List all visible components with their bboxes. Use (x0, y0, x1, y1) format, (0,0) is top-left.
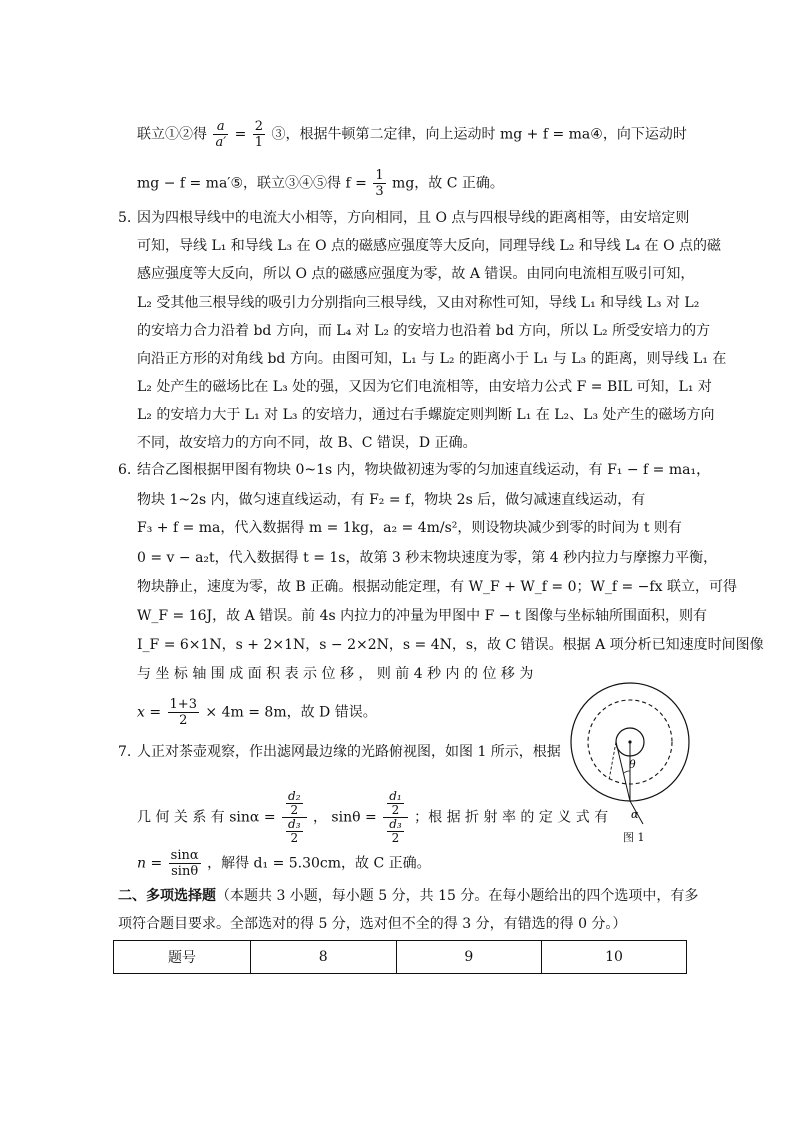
fraction-d3-over-2 (286, 818, 303, 845)
fraction-1plus3-over-2 (168, 697, 199, 728)
fraction-bottom: 2 (179, 713, 188, 728)
q7-line-3 (137, 848, 431, 879)
q7-line-1: 人正对茶壶观察，作出滤网最边缘的光路俯视图，如图 1 所示，根据 (137, 744, 561, 760)
fraction-top: 2 (254, 119, 264, 134)
figure-1-caption: 图 1 (623, 831, 645, 844)
q4-line2-text-b: mg，故 C 正确。 (392, 175, 504, 192)
q7-line3-text-a: n = (137, 855, 163, 872)
fraction-bottom: 1 (254, 135, 264, 150)
table-header-cell: 10 (542, 941, 687, 974)
q7-line3-text-b: ，解得 d₁ = 5.30cm，故 C 正确。 (207, 855, 431, 872)
fraction-bottom: 2 (391, 803, 400, 817)
q6-line: F₃ + f = ma，代入数据得 m = 1kg，a₂ = 4m/s²，则设物块减少到零的时间为 t 则有 (137, 520, 682, 536)
q4-line2-text-a: mg − f = ma′⑤，联立③④⑤得 f = (137, 175, 367, 192)
fraction-top: 1+3 (169, 697, 197, 712)
q7-number: 7. (118, 744, 132, 760)
q5-line: 向沿正方形的对角线 bd 方向。由图可知，L₁ 与 L₂ 的距离小于 L₁ 与 L₃ 的距离，则导线 L₁ 在 (137, 351, 727, 367)
q6-line: 结合乙图根据甲图有物块 0~1s 内，物块做初速为零的匀加速直线运动，有 F₁ − f = ma₁， (137, 462, 711, 478)
theta-label: θ (629, 758, 636, 771)
fraction-refractive-index (169, 848, 201, 879)
fraction-sin-theta (383, 790, 408, 845)
q4-line1-text-a: 联立①②得 (137, 126, 207, 143)
table-row (114, 941, 687, 974)
fraction-top: d₃ (288, 817, 301, 831)
section-2-desc-2: 项符合题目要求。全部选对的得 5 分，选对但不全的得 3 分，有错选的得 0 分。） (118, 916, 627, 932)
q7-line2-text-a: 几 何 关 系 有 sinα = (137, 809, 276, 826)
fraction-top (383, 790, 408, 818)
fraction-1-over-3 (373, 168, 385, 199)
fraction-top: d₂ (288, 789, 301, 803)
figure-1-diagram (565, 680, 695, 840)
table-header-cell: 8 (250, 941, 396, 974)
q6-line: W_F = 16J，故 A 错误。前 4s 内拉力的冲量为甲图中 F − t 图像与坐标轴所围面积，则有 (137, 608, 708, 624)
fraction-bottom: 2 (290, 803, 299, 817)
q7-line2-text-b: ；根 据 折 射 率 的 定 义 式 有 (414, 809, 609, 826)
fraction-bottom: a′ (215, 135, 227, 150)
section-2-heading (118, 886, 698, 906)
q6-last-text-a: x = (137, 704, 162, 721)
equals-sign: = (234, 126, 247, 143)
q5-line: L₂ 受其他三根导线的吸引力分别指向三根导线，又由对称性可知，导线 L₁ 和导线 L₃ 对 L₂ (137, 295, 700, 311)
q6-line: 物块静止，速度为零，故 B 正确。根据动能定理，有 W_F + W_f = 0；W_f = −fx 联立，可得 (137, 579, 737, 595)
q6-number: 6. (118, 462, 132, 478)
fraction-top (282, 790, 307, 818)
q4-line-1 (137, 119, 687, 150)
table-header-cell: 题号 (114, 941, 251, 974)
q5-line: 因为四根导线中的电流大小相等，方向相同，且 O 点与四根导线的距离相等，由安培定则 (137, 210, 690, 226)
section-2-title: 二、多项选择题 (118, 888, 216, 904)
q4-line-2 (137, 168, 504, 199)
q6-last-line (137, 697, 377, 728)
q7-line2-text-mid: ， sinθ = (312, 809, 377, 826)
fraction-bottom (282, 818, 307, 845)
fraction-bottom: 2 (290, 831, 299, 845)
q6-line: 与 坐 标 轴 围 成 面 积 表 示 位 移 ， 则 前 4 秒 内 的 位 移 为 (137, 666, 534, 682)
q6-line: 物块 1~2s 内，做匀速直线运动，有 F₂ = f，物块 2s 后，做匀减速直线运动，有 (137, 492, 646, 508)
section-2-desc-1: （本题共 3 小题，每小题 5 分，共 15 分。在每小题给出的四个选项中，有多 (216, 888, 699, 904)
light-ray (616, 742, 630, 801)
fraction-top: d₃ (389, 817, 402, 831)
fraction-d3-over-2 (387, 818, 404, 845)
fraction-bottom: 3 (375, 184, 384, 199)
dashed-guide (609, 742, 616, 780)
answer-table (113, 940, 687, 974)
fraction-d2-over-2 (286, 790, 303, 817)
fraction-top: d₁ (389, 789, 402, 803)
fraction-top: a (213, 119, 228, 135)
q5-number: 5. (118, 210, 132, 226)
q7-line-2 (137, 790, 608, 845)
q6-line: I_F = 6×1N，s + 2×1N，s − 2×2N，s = 4N，s，故 C 错误。根据 A 项分析已知速度时间图像 (137, 637, 764, 653)
fraction-bottom: sinθ (171, 864, 199, 879)
fraction-d1-over-2 (387, 790, 404, 817)
q5-line: 不同，故安培力的方向不同，故 B、C 错误，D 正确。 (137, 435, 477, 451)
q5-line: L₂ 的安培力大于 L₁ 对 L₃ 的安培力，通过右手螺旋定则判断 L₁ 在 L₂、L₃ 处产生的磁场方向 (137, 407, 715, 423)
fraction-a-over-a-prime (213, 119, 228, 150)
fraction-2-over-1 (253, 119, 265, 150)
fraction-bottom (383, 818, 408, 845)
theta-arc (624, 771, 630, 773)
fraction-top: 1 (375, 168, 384, 183)
fraction-bottom: 2 (391, 831, 400, 845)
q6-line: 0 = v − a₂t，代入数据得 t = 1s，故第 3 秒末物块速度为零，第 4 秒内拉力与摩擦力平衡， (137, 550, 718, 566)
q5-line: 可知，导线 L₁ 和导线 L₃ 在 O 点的磁感应强度等大反向，同理导线 L₂ 和导线 L₄ 在 O 点的磁 (137, 238, 721, 254)
q6-last-text-b: × 4m = 8m，故 D 错误。 (205, 704, 377, 721)
q5-line: 的安培力合力沿着 bd 方向，而 L₄ 对 L₂ 的安培力也沿着 bd 方向，所以 L₂ 所受安培力的方 (137, 323, 711, 339)
alpha-label: α (631, 808, 639, 821)
q4-line1-text-b: ③，根据牛顿第二定律，向上运动时 mg + f = ma④，向下运动时 (271, 126, 687, 143)
q5-line: 感应强度等大反向，所以 O 点的磁感应强度为零，故 A 错误。由同向电流相互吸引可知， (137, 266, 695, 282)
q5-line: L₂ 处产生的磁场比在 L₃ 处的强，又因为它们电流相等，由安培力公式 F = BIL 可知，L₁ 对 (137, 379, 712, 395)
table-header-cell: 9 (396, 941, 542, 974)
fraction-sin-alpha (282, 790, 307, 845)
fraction-top: sinα (170, 848, 199, 863)
